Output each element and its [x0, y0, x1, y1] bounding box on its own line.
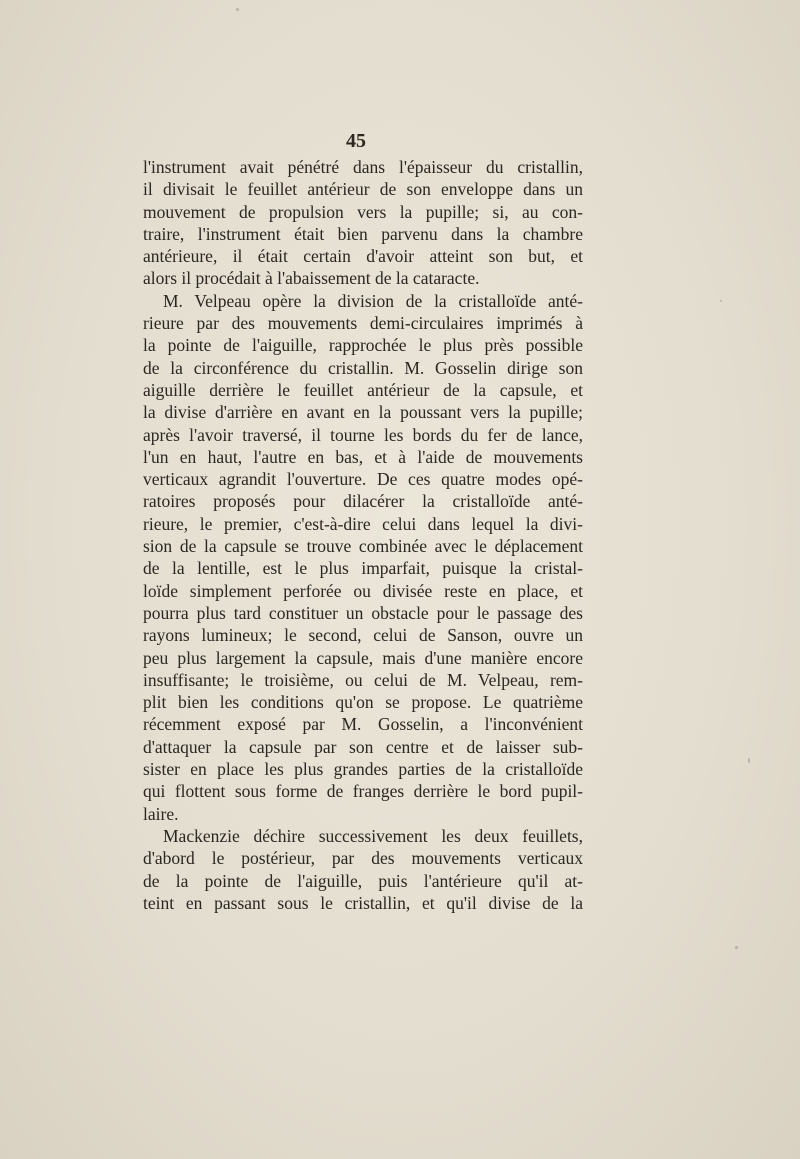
text-line: rieure, le premier, c'est-à-dire celui dans lequel la divi- — [143, 513, 583, 534]
text-line: la pointe de l'aiguille, rapprochée le plus près possible — [143, 335, 583, 356]
text-line: sister en place les plus grandes parties de la cristalloïde — [143, 759, 583, 780]
text-line: récemment exposé par M. Gosselin, a l'inconvénient — [143, 714, 583, 735]
text-line: l'un en haut, l'autre en bas, et à l'aide de mouvements — [143, 446, 583, 467]
text-line: d'abord le postérieur, par des mouvements verticaux — [143, 848, 583, 869]
paper-speck — [720, 300, 722, 302]
text-line: mouvement de propulsion vers la pupille; si, au con- — [143, 201, 583, 222]
text-line: teint en passant sous le cristallin, et qu'il divise de la — [143, 892, 583, 913]
text-line: antérieure, il était certain d'avoir atteint son but, et — [143, 246, 583, 267]
text-line: d'attaquer la capsule par son centre et de laisser sub- — [143, 736, 583, 757]
paper-speck — [735, 946, 738, 949]
text-line: aiguille derrière le feuillet antérieur de la capsule, et — [143, 379, 583, 400]
text-line: insuffisante; le troisième, ou celui de M. Velpeau, rem- — [143, 669, 583, 690]
text-line: M. Velpeau opère la division de la cristalloïde anté- — [163, 290, 583, 311]
body-text — [143, 156, 583, 914]
page-number: 45 — [346, 130, 366, 152]
text-line: rieure par des mouvements demi-circulaires imprimés à — [143, 313, 583, 334]
text-line: alors il procédait à l'abaissement de la cataracte. — [143, 268, 480, 289]
text-line: pourra plus tard constituer un obstacle pour le passage des — [143, 602, 583, 623]
text-line: de la lentille, est le plus imparfait, puisque la cristal- — [143, 558, 583, 579]
text-line: laire. — [143, 803, 179, 824]
text-line: rayons lumineux; le second, celui de Sanson, ouvre un — [143, 625, 583, 646]
text-line: traire, l'instrument était bien parvenu dans la chambre — [143, 223, 583, 244]
paper-speck — [748, 758, 750, 763]
text-line: verticaux agrandit l'ouverture. De ces quatre modes opé- — [143, 469, 583, 490]
text-line: il divisait le feuillet antérieur de son enveloppe dans un — [143, 179, 583, 200]
text-line: de la pointe de l'aiguille, puis l'antérieure qu'il at- — [143, 870, 583, 891]
text-line: ratoires proposés pour dilacérer la cristalloïde anté- — [143, 491, 583, 512]
text-line: après l'avoir traversé, il tourne les bords du fer de lance, — [143, 424, 583, 445]
text-line: loïde simplement perforée ou divisée reste en place, et — [143, 580, 583, 601]
text-line: sion de la capsule se trouve combinée avec le déplacement — [143, 536, 583, 557]
text-line: qui flottent sous forme de franges derrière le bord pupil- — [143, 781, 583, 802]
text-line: de la circonférence du cristallin. M. Gosselin dirige son — [143, 357, 583, 378]
text-line: plit bien les conditions qu'on se propose. Le quatrième — [143, 692, 583, 713]
text-line: Mackenzie déchire successivement les deux feuillets, — [163, 825, 583, 846]
text-line: la divise d'arrière en avant en la poussant vers la pupille; — [143, 402, 583, 423]
text-line: peu plus largement la capsule, mais d'une manière encore — [143, 647, 583, 668]
text-line: l'instrument avait pénétré dans l'épaisseur du cristallin, — [143, 157, 583, 177]
paper-speck — [236, 8, 239, 11]
